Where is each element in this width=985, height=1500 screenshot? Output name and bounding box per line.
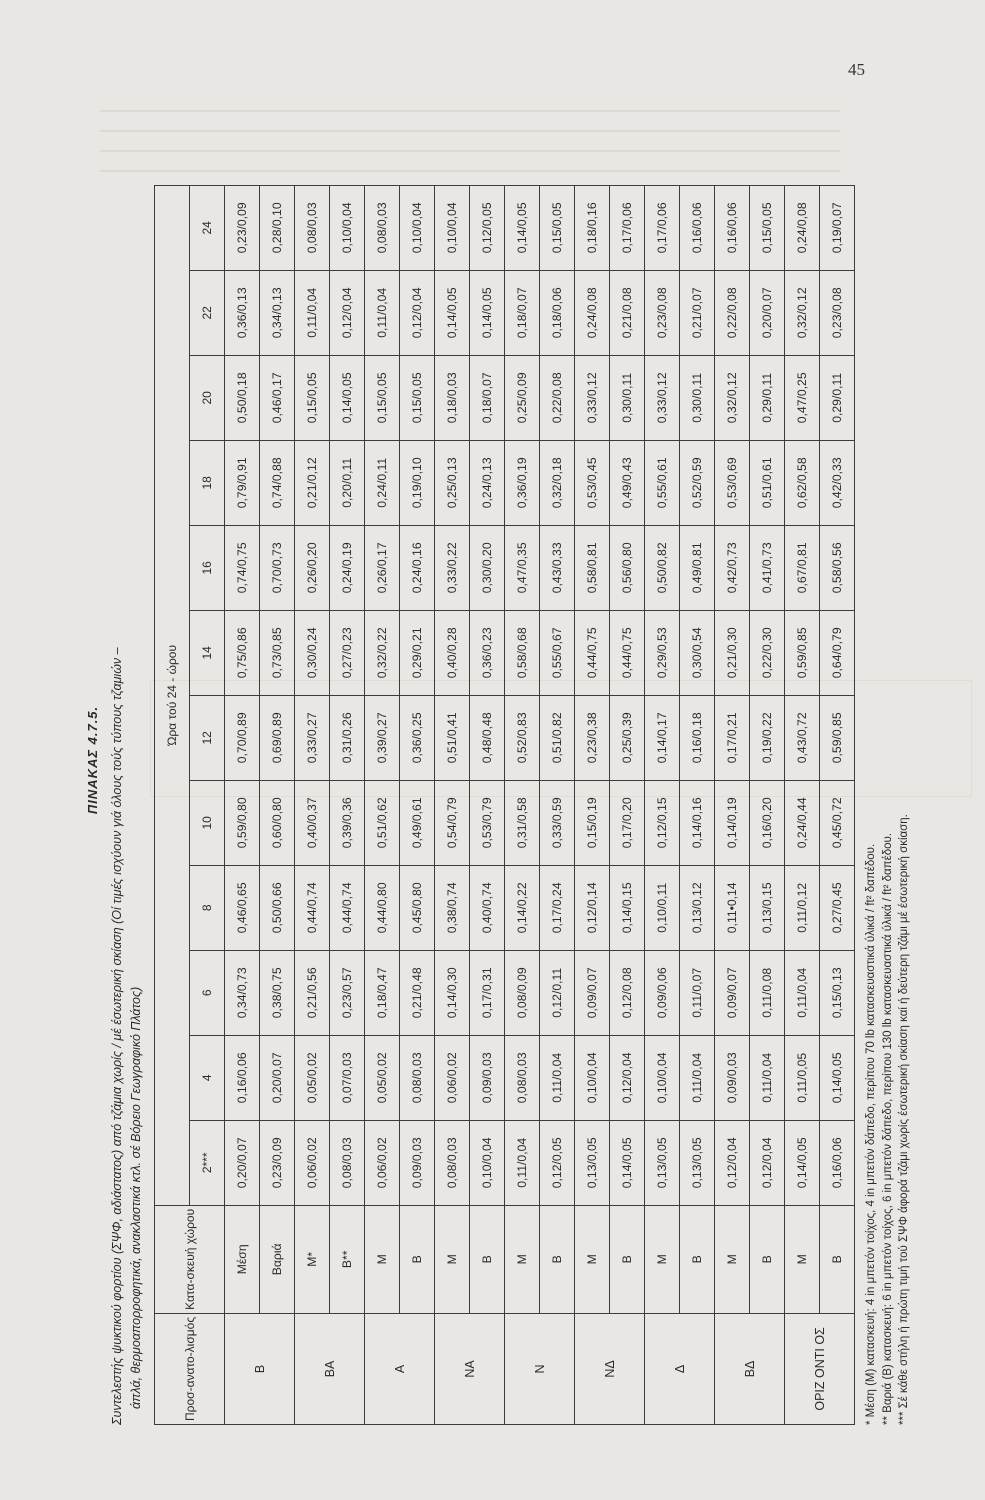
footnote: *** Σέ κάθε στήλη ή πρώτη τιμή τού ΣΨΦ άφορά τζάμι χωρίς έσωτερική σκίαση καί ή δεύτερη τζάμι μέ έσωτερική σκίαση. xyxy=(898,814,910,1425)
table-row xyxy=(575,185,610,1424)
table-row xyxy=(295,185,330,1424)
construction-cell: Β xyxy=(820,1205,855,1313)
value-cell: 0,14/0,15 xyxy=(610,865,645,950)
value-cell: 0,13/0,05 xyxy=(680,1120,715,1205)
value-cell: 0,11/0,12 xyxy=(785,865,820,950)
caption-line-2: άπλά, θερμοαπορροφητικά, ανακλαστικά κτλ. σέ Βόρειο Γεωγραφικό Πλάτος) xyxy=(129,986,143,1409)
value-cell: 0,32/0,12 xyxy=(785,270,820,355)
value-cell: 0,24/0,16 xyxy=(400,525,435,610)
value-cell: 0,10/0,04 xyxy=(645,1035,680,1120)
value-cell: 0,07/0,03 xyxy=(330,1035,365,1120)
value-cell: 0,08/0,09 xyxy=(505,950,540,1035)
value-cell: 0,36/0,23 xyxy=(470,610,505,695)
value-cell: 0,58/0,68 xyxy=(505,610,540,695)
value-cell: 0,46/0,65 xyxy=(225,865,260,950)
construction-cell: Μ xyxy=(365,1205,400,1313)
value-cell: 0,58/0,81 xyxy=(575,525,610,610)
value-cell: 0,14/0,05 xyxy=(505,185,540,270)
hour-header-cell: 8 xyxy=(190,865,225,950)
value-cell: 0,39/0,36 xyxy=(330,780,365,865)
value-cell: 0,32/0,22 xyxy=(365,610,400,695)
construction-cell: Β xyxy=(750,1205,785,1313)
construction-cell: Β xyxy=(680,1205,715,1313)
hour-header-cell: 10 xyxy=(190,780,225,865)
value-cell: 0,10/0,04 xyxy=(470,1120,505,1205)
value-cell: 0,20/0,11 xyxy=(330,440,365,525)
value-cell: 0,11/0,04 xyxy=(540,1035,575,1120)
table-row xyxy=(750,185,785,1424)
value-cell: 0,15/0,05 xyxy=(750,185,785,270)
orientation-cell: ΝΔ xyxy=(575,1313,645,1424)
value-cell: 0,09/0,06 xyxy=(645,950,680,1035)
value-cell: 0,54/0,79 xyxy=(435,780,470,865)
value-cell: 0,12/0,11 xyxy=(540,950,575,1035)
value-cell: 0,14/0,05 xyxy=(470,270,505,355)
table-row xyxy=(365,185,400,1424)
value-cell: 0,42/0,33 xyxy=(820,440,855,525)
value-cell: 0,27/0,45 xyxy=(820,865,855,950)
orientation-cell: ΒΑ xyxy=(295,1313,365,1424)
value-cell: 0,13/0,05 xyxy=(645,1120,680,1205)
hour-header-cell: 4 xyxy=(190,1035,225,1120)
table-title: ΠΙΝΑΚΑΣ 4.7.5. xyxy=(85,705,100,815)
table-row xyxy=(260,185,295,1424)
value-cell: 0,46/0,17 xyxy=(260,355,295,440)
value-cell: 0,28/0,10 xyxy=(260,185,295,270)
hour-header-cell: 16 xyxy=(190,525,225,610)
value-cell: 0,23/0,38 xyxy=(575,695,610,780)
value-cell: 0,74/0,88 xyxy=(260,440,295,525)
value-cell: 0,18/0,03 xyxy=(435,355,470,440)
header-construction: Κατα-σκευή χώρου xyxy=(155,1205,225,1313)
value-cell: 0,30/0,24 xyxy=(295,610,330,695)
hour-header-cell: 18 xyxy=(190,440,225,525)
value-cell: 0,11/0,04 xyxy=(785,950,820,1035)
value-cell: 0,14/0,05 xyxy=(435,270,470,355)
value-cell: 0,31/0,58 xyxy=(505,780,540,865)
value-cell: 0,22/0,30 xyxy=(750,610,785,695)
value-cell: 0,16/0,06 xyxy=(715,185,750,270)
value-cell: 0,59/0,80 xyxy=(225,780,260,865)
construction-cell: Β** xyxy=(330,1205,365,1313)
value-cell: 0,73/0,85 xyxy=(260,610,295,695)
value-cell: 0,12/0,15 xyxy=(645,780,680,865)
value-cell: 0,11/0,05 xyxy=(785,1035,820,1120)
value-cell: 0,42/0,73 xyxy=(715,525,750,610)
value-cell: 0,14/0,05 xyxy=(330,355,365,440)
value-cell: 0,23/0,09 xyxy=(260,1120,295,1205)
value-cell: 0,47/0,25 xyxy=(785,355,820,440)
value-cell: 0,18/0,47 xyxy=(365,950,400,1035)
value-cell: 0,20/0,07 xyxy=(225,1120,260,1205)
value-cell: 0,22/0,08 xyxy=(715,270,750,355)
value-cell: 0,16/0,06 xyxy=(225,1035,260,1120)
value-cell: 0,15/0,19 xyxy=(575,780,610,865)
header-orientation: Προσ-ανατο-λισμός xyxy=(155,1313,225,1424)
footnote: * Μέση (Μ) κατασκευή: 4 in μπετόν τοίχος, 4 in μπετόν δάπεδο, περίπου 70 lb κατασκευαστικά ύλικά / ft² δαπέδου. xyxy=(865,843,877,1425)
value-cell: 0,06/0,02 xyxy=(295,1120,330,1205)
table-row xyxy=(820,185,855,1424)
value-cell: 0,59/0,85 xyxy=(785,610,820,695)
hour-header-cell: 24 xyxy=(190,185,225,270)
value-cell: 0,12/0,04 xyxy=(715,1120,750,1205)
value-cell: 0,33/0,27 xyxy=(295,695,330,780)
value-cell: 0,21/0,30 xyxy=(715,610,750,695)
value-cell: 0,08/0,03 xyxy=(505,1035,540,1120)
table-row xyxy=(540,185,575,1424)
value-cell: 0,10/0,04 xyxy=(330,185,365,270)
construction-cell: Β xyxy=(470,1205,505,1313)
value-cell: 0,14/0,05 xyxy=(610,1120,645,1205)
construction-cell: Μ xyxy=(645,1205,680,1313)
value-cell: 0,17/0,06 xyxy=(645,185,680,270)
rotated-table-page xyxy=(85,95,910,1425)
value-cell: 0,24/0,11 xyxy=(365,440,400,525)
value-cell: 0,13/0,15 xyxy=(750,865,785,950)
value-cell: 0,14/0,19 xyxy=(715,780,750,865)
value-cell: 0,06/0,02 xyxy=(365,1120,400,1205)
value-cell: 0,15/0,05 xyxy=(295,355,330,440)
footnote: ** Βαριά (Β) κατασκευή: 6 in μπετόν τοίχος, 6 in μπετόν δάπεδο, περίπου 130 lb κατασκευαστικά ύλικά / ft² δαπέδου. xyxy=(881,833,894,1425)
value-cell: 0,12/0,04 xyxy=(330,270,365,355)
value-cell: 0,14/0,17 xyxy=(645,695,680,780)
value-cell: 0,34/0,73 xyxy=(225,950,260,1035)
value-cell: 0,38/0,75 xyxy=(260,950,295,1035)
value-cell: 0,44/0,80 xyxy=(365,865,400,950)
hour-header-cell: 20 xyxy=(190,355,225,440)
value-cell: 0,53/0,79 xyxy=(470,780,505,865)
construction-cell: Β xyxy=(540,1205,575,1313)
orientation-cell: Ν xyxy=(505,1313,575,1424)
table-body xyxy=(225,185,855,1424)
value-cell: 0,53/0,45 xyxy=(575,440,610,525)
value-cell: 0,16/0,06 xyxy=(820,1120,855,1205)
value-cell: 0,20/0,07 xyxy=(260,1035,295,1120)
value-cell: 0,14/0,05 xyxy=(820,1035,855,1120)
value-cell: 0,08/0,03 xyxy=(365,185,400,270)
value-cell: 0,40/0,74 xyxy=(470,865,505,950)
value-cell: 0,67/0,81 xyxy=(785,525,820,610)
value-cell: 0,30/0,11 xyxy=(680,355,715,440)
construction-cell: Μ xyxy=(435,1205,470,1313)
value-cell: 0,11/0,08 xyxy=(750,950,785,1035)
value-cell: 0,44/0,75 xyxy=(610,610,645,695)
value-cell: 0,11/0,04 xyxy=(505,1120,540,1205)
value-cell: 0,70/0,89 xyxy=(225,695,260,780)
value-cell: 0,24/0,08 xyxy=(575,270,610,355)
table-row xyxy=(680,185,715,1424)
value-cell: 0,11/0,04 xyxy=(365,270,400,355)
construction-cell: Μ xyxy=(785,1205,820,1313)
value-cell: 0,43/0,33 xyxy=(540,525,575,610)
value-cell: 0,58/0,56 xyxy=(820,525,855,610)
value-cell: 0,19/0,22 xyxy=(750,695,785,780)
value-cell: 0,44/0,74 xyxy=(330,865,365,950)
table-row xyxy=(785,185,820,1424)
hour-header-cell: 6 xyxy=(190,950,225,1035)
value-cell: 0,09/0,07 xyxy=(575,950,610,1035)
value-cell: 0,24/0,44 xyxy=(785,780,820,865)
value-cell: 0,55/0,61 xyxy=(645,440,680,525)
value-cell: 0,21/0,07 xyxy=(680,270,715,355)
value-cell: 0,24/0,13 xyxy=(470,440,505,525)
value-cell: 0,17/0,31 xyxy=(470,950,505,1035)
value-cell: 0,30/0,11 xyxy=(610,355,645,440)
orientation-cell: Δ xyxy=(645,1313,715,1424)
value-cell: 0,49/0,61 xyxy=(400,780,435,865)
value-cell: 0,52/0,59 xyxy=(680,440,715,525)
value-cell: 0,60/0,80 xyxy=(260,780,295,865)
value-cell: 0,15/0,05 xyxy=(365,355,400,440)
value-cell: 0,41/0,73 xyxy=(750,525,785,610)
table-row xyxy=(400,185,435,1424)
value-cell: 0,33/0,59 xyxy=(540,780,575,865)
value-cell: 0,29/0,11 xyxy=(820,355,855,440)
orientation-cell: ΟΡΙΖ ΟΝΤΙ ΟΣ xyxy=(785,1313,855,1424)
value-cell: 0,25/0,09 xyxy=(505,355,540,440)
value-cell: 0,34/0,13 xyxy=(260,270,295,355)
value-cell: 0,69/0,89 xyxy=(260,695,295,780)
value-cell: 0,19/0,10 xyxy=(400,440,435,525)
value-cell: 0,26/0,17 xyxy=(365,525,400,610)
value-cell: 0,12/0,04 xyxy=(400,270,435,355)
table-caption xyxy=(108,345,146,1425)
table-row xyxy=(645,185,680,1424)
value-cell: 0,09/0,07 xyxy=(715,950,750,1035)
value-cell: 0,53/0,69 xyxy=(715,440,750,525)
value-cell: 0,16/0,18 xyxy=(680,695,715,780)
value-cell: 0,24/0,08 xyxy=(785,185,820,270)
value-cell: 0,33/0,12 xyxy=(645,355,680,440)
value-cell: 0,36/0,25 xyxy=(400,695,435,780)
table-row xyxy=(715,185,750,1424)
value-cell: 0,12/0,14 xyxy=(575,865,610,950)
value-cell: 0,51/0,62 xyxy=(365,780,400,865)
value-cell: 0,14/0,22 xyxy=(505,865,540,950)
construction-cell: Βαριά xyxy=(260,1205,295,1313)
table-row xyxy=(470,185,505,1424)
value-cell: 0,30/0,54 xyxy=(680,610,715,695)
value-cell: 0,32/0,12 xyxy=(715,355,750,440)
value-cell: 0,12/0,04 xyxy=(610,1035,645,1120)
hour-header-cell: 12 xyxy=(190,695,225,780)
value-cell: 0,13/0,12 xyxy=(680,865,715,950)
value-cell: 0,12/0,05 xyxy=(540,1120,575,1205)
value-cell: 0,08/0,03 xyxy=(435,1120,470,1205)
value-cell: 0,13/0,05 xyxy=(575,1120,610,1205)
value-cell: 0,15/0,13 xyxy=(820,950,855,1035)
value-cell: 0,18/0,07 xyxy=(505,270,540,355)
orientation-cell: ΒΔ xyxy=(715,1313,785,1424)
value-cell: 0,11/0,04 xyxy=(680,1035,715,1120)
cooling-load-factor-table xyxy=(154,185,855,1425)
value-cell: 0,59/0,85 xyxy=(820,695,855,780)
value-cell: 0,45/0,80 xyxy=(400,865,435,950)
value-cell: 0,23/0,08 xyxy=(820,270,855,355)
value-cell: 0,21/0,12 xyxy=(295,440,330,525)
value-cell: 0,21/0,08 xyxy=(610,270,645,355)
hour-header-cell: 14 xyxy=(190,610,225,695)
value-cell: 0,50/0,82 xyxy=(645,525,680,610)
value-cell: 0,62/0,58 xyxy=(785,440,820,525)
table-row xyxy=(330,185,365,1424)
value-cell: 0,74/0,75 xyxy=(225,525,260,610)
value-cell: 0,38/0,74 xyxy=(435,865,470,950)
value-cell: 0,14/0,30 xyxy=(435,950,470,1035)
value-cell: 0,40/0,28 xyxy=(435,610,470,695)
value-cell: 0,39/0,27 xyxy=(365,695,400,780)
construction-cell: Μ xyxy=(505,1205,540,1313)
value-cell: 0,29/0,21 xyxy=(400,610,435,695)
header-row-top xyxy=(155,185,190,1424)
value-cell: 0,05/0,02 xyxy=(295,1035,330,1120)
value-cell: 0,48/0,48 xyxy=(470,695,505,780)
hour-header-cell: 22 xyxy=(190,270,225,355)
value-cell: 0,64/0,79 xyxy=(820,610,855,695)
value-cell: 0,22/0,08 xyxy=(540,355,575,440)
value-cell: 0,14/0,05 xyxy=(785,1120,820,1205)
construction-cell: Μ* xyxy=(295,1205,330,1313)
orientation-cell: ΝΑ xyxy=(435,1313,505,1424)
value-cell: 0,16/0,06 xyxy=(680,185,715,270)
caption-line-1: Συντελεστής ψυκτικού φορτίου (ΣΨΦ, αδιάστατος) από τζάμια χωρίς / μέ έσωτερική σκίαση (Οί τιμές ισχύουν γιά όλους τούς τύπους τζαμιών – xyxy=(110,647,124,1425)
value-cell: 0,05/0,02 xyxy=(365,1035,400,1120)
construction-cell: Μ xyxy=(575,1205,610,1313)
value-cell: 0,47/0,35 xyxy=(505,525,540,610)
value-cell: 0,33/0,12 xyxy=(575,355,610,440)
value-cell: 0,24/0,19 xyxy=(330,525,365,610)
value-cell: 0,27/0,23 xyxy=(330,610,365,695)
value-cell: 0,25/0,13 xyxy=(435,440,470,525)
value-cell: 0,40/0,37 xyxy=(295,780,330,865)
construction-cell: Β xyxy=(400,1205,435,1313)
value-cell: 0,29/0,11 xyxy=(750,355,785,440)
value-cell: 0,11/0,07 xyxy=(680,950,715,1035)
value-cell: 0,09/0,03 xyxy=(715,1035,750,1120)
orientation-cell: Α xyxy=(365,1313,435,1424)
construction-cell: Β xyxy=(610,1205,645,1313)
value-cell: 0,43/0,72 xyxy=(785,695,820,780)
value-cell: 0,26/0,20 xyxy=(295,525,330,610)
value-cell: 0,31/0,26 xyxy=(330,695,365,780)
value-cell: 0,09/0,03 xyxy=(400,1120,435,1205)
value-cell: 0,19/0,07 xyxy=(820,185,855,270)
value-cell: 0,15/0,05 xyxy=(400,355,435,440)
value-cell: 0,44/0,74 xyxy=(295,865,330,950)
value-cell: 0,75/0,86 xyxy=(225,610,260,695)
value-cell: 0,36/0,19 xyxy=(505,440,540,525)
value-cell: 0,11•0,14 xyxy=(715,865,750,950)
value-cell: 0,08/0,03 xyxy=(295,185,330,270)
value-cell: 0,20/0,07 xyxy=(750,270,785,355)
construction-cell: Μ xyxy=(715,1205,750,1313)
value-cell: 0,51/0,61 xyxy=(750,440,785,525)
value-cell: 0,18/0,06 xyxy=(540,270,575,355)
page-number: 45 xyxy=(848,60,865,79)
value-cell: 0,12/0,05 xyxy=(470,185,505,270)
value-cell: 0,79/0,91 xyxy=(225,440,260,525)
value-cell: 0,25/0,39 xyxy=(610,695,645,780)
value-cell: 0,08/0,03 xyxy=(400,1035,435,1120)
value-cell: 0,11/0,04 xyxy=(750,1035,785,1120)
value-cell: 0,50/0,66 xyxy=(260,865,295,950)
value-cell: 0,17/0,06 xyxy=(610,185,645,270)
value-cell: 0,51/0,82 xyxy=(540,695,575,780)
table-row xyxy=(225,185,260,1424)
construction-cell: Μέση xyxy=(225,1205,260,1313)
value-cell: 0,23/0,09 xyxy=(225,185,260,270)
value-cell: 0,23/0,08 xyxy=(645,270,680,355)
value-cell: 0,12/0,04 xyxy=(750,1120,785,1205)
value-cell: 0,17/0,24 xyxy=(540,865,575,950)
value-cell: 0,49/0,43 xyxy=(610,440,645,525)
value-cell: 0,18/0,16 xyxy=(575,185,610,270)
value-cell: 0,14/0,16 xyxy=(680,780,715,865)
value-cell: 0,10/0,11 xyxy=(645,865,680,950)
value-cell: 0,10/0,04 xyxy=(400,185,435,270)
value-cell: 0,51/0,41 xyxy=(435,695,470,780)
value-cell: 0,70/0,73 xyxy=(260,525,295,610)
value-cell: 0,10/0,04 xyxy=(435,185,470,270)
table-row xyxy=(505,185,540,1424)
value-cell: 0,23/0,57 xyxy=(330,950,365,1035)
value-cell: 0,16/0,20 xyxy=(750,780,785,865)
value-cell: 0,52/0,83 xyxy=(505,695,540,780)
footnotes xyxy=(863,95,913,1425)
value-cell: 0,21/0,56 xyxy=(295,950,330,1035)
table-row xyxy=(610,185,645,1424)
value-cell: 0,32/0,18 xyxy=(540,440,575,525)
value-cell: 0,09/0,03 xyxy=(470,1035,505,1120)
value-cell: 0,08/0,03 xyxy=(330,1120,365,1205)
header-hours: Ώρα τού 24 - ώρου xyxy=(155,185,190,1205)
hour-header-cell: 2*** xyxy=(190,1120,225,1205)
table-row xyxy=(435,185,470,1424)
value-cell: 0,44/0,75 xyxy=(575,610,610,695)
value-cell: 0,18/0,07 xyxy=(470,355,505,440)
value-cell: 0,10/0,04 xyxy=(575,1035,610,1120)
value-cell: 0,21/0,48 xyxy=(400,950,435,1035)
value-cell: 0,15/0,05 xyxy=(540,185,575,270)
value-cell: 0,11/0,04 xyxy=(295,270,330,355)
value-cell: 0,49/0,81 xyxy=(680,525,715,610)
orientation-cell: Β xyxy=(225,1313,295,1424)
value-cell: 0,55/0,67 xyxy=(540,610,575,695)
value-cell: 0,36/0,13 xyxy=(225,270,260,355)
value-cell: 0,12/0,08 xyxy=(610,950,645,1035)
value-cell: 0,33/0,22 xyxy=(435,525,470,610)
value-cell: 0,50/0,18 xyxy=(225,355,260,440)
value-cell: 0,30/0,20 xyxy=(470,525,505,610)
value-cell: 0,56/0,80 xyxy=(610,525,645,610)
value-cell: 0,29/0,53 xyxy=(645,610,680,695)
value-cell: 0,17/0,21 xyxy=(715,695,750,780)
value-cell: 0,45/0,72 xyxy=(820,780,855,865)
value-cell: 0,06/0,02 xyxy=(435,1035,470,1120)
value-cell: 0,17/0,20 xyxy=(610,780,645,865)
